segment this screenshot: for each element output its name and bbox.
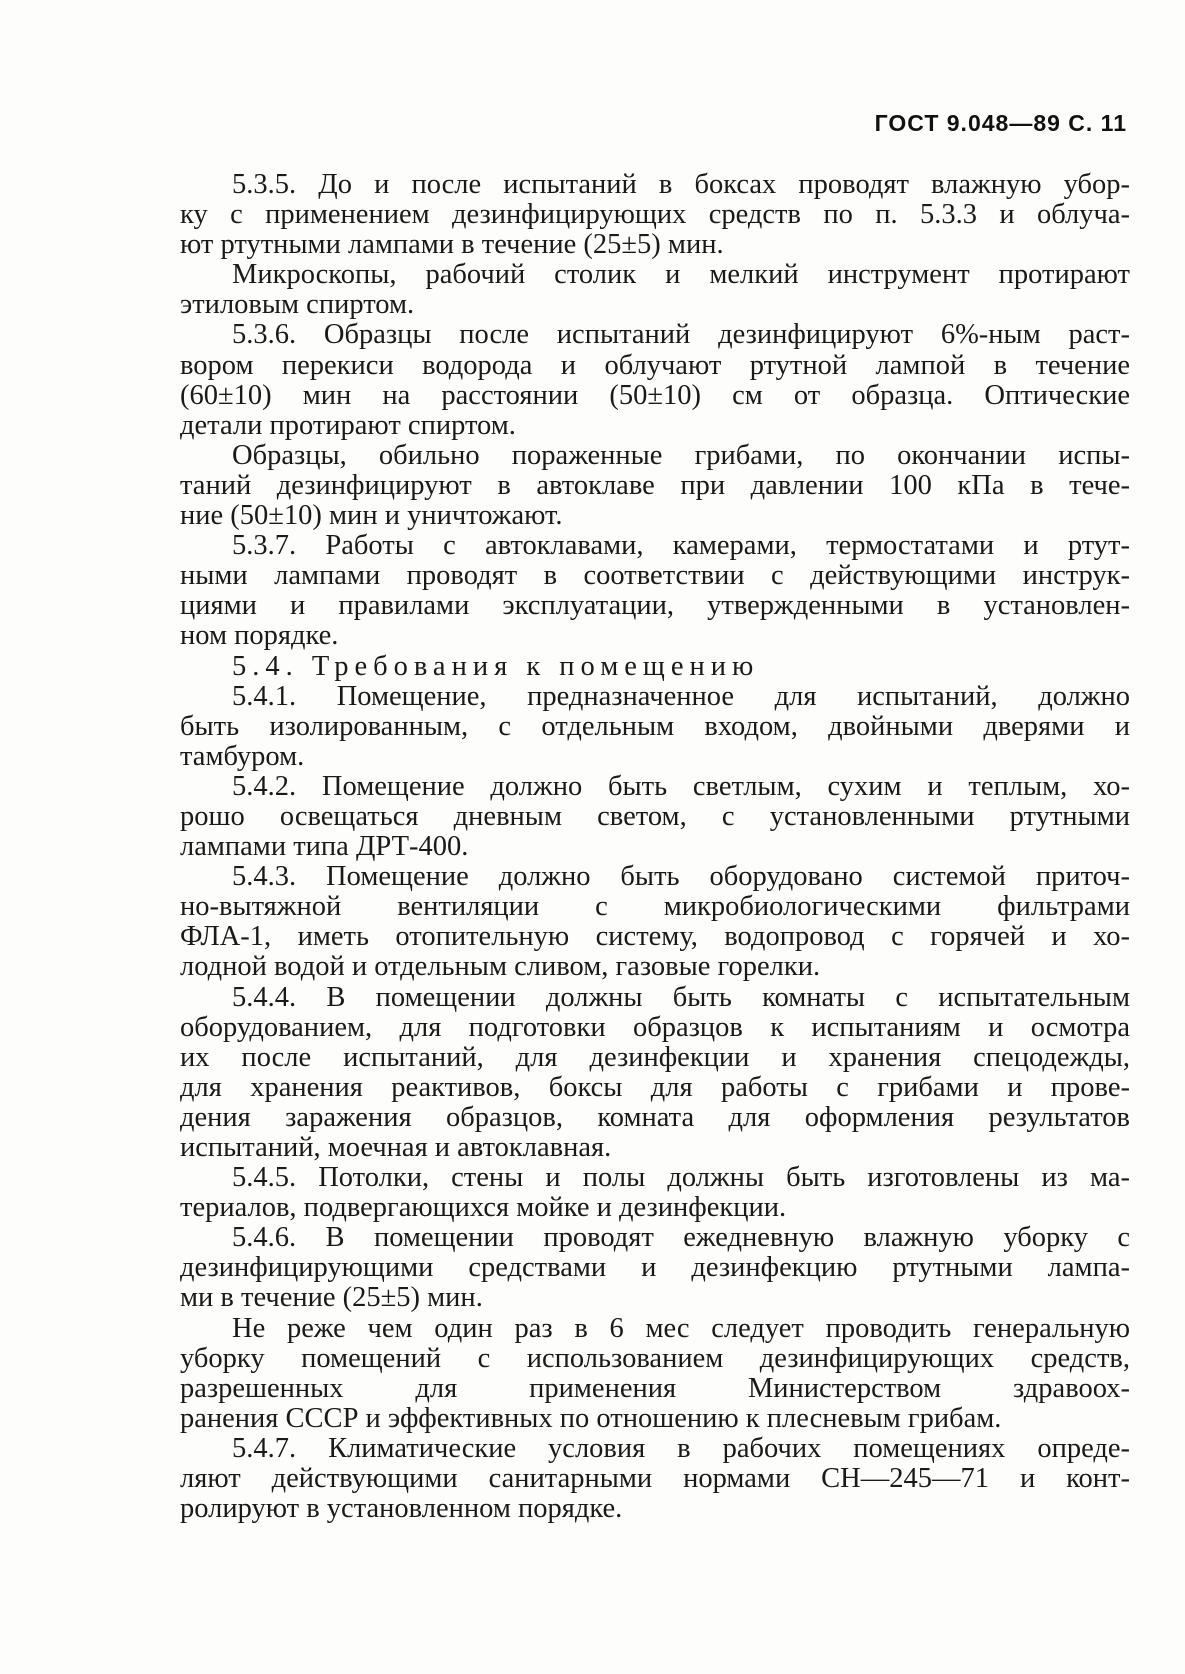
text-line: 5.4.3. Помещение должно быть оборудовано системой приточ- bbox=[232, 862, 1130, 893]
text-line: 5.3.7. Работы с автоклавами, камерами, термостатами и ртут- bbox=[232, 531, 1130, 562]
text-line: ляют действующими санитарными нормами СН—245—71 и конт- bbox=[180, 1464, 1130, 1495]
text-line: циями и правилами эксплуатации, утвержденными в установлен- bbox=[180, 591, 1130, 622]
paragraph-p-54 bbox=[180, 652, 1130, 682]
text-line: 5.3.6. Образцы после испытаний дезинфицируют 6%-ным раст- bbox=[232, 320, 1130, 351]
text-line: 5.3.5. До и после испытаний в боксах проводят влажную убор- bbox=[232, 170, 1130, 200]
text-line: лодной водой и отдельным сливом, газовые горелки. bbox=[180, 952, 821, 983]
paragraph-p-545 bbox=[180, 1163, 1130, 1223]
paragraph-p-537 bbox=[180, 531, 1130, 651]
text-line: дения заражения образцов, комната для оформления результатов bbox=[180, 1102, 1130, 1133]
text-line: 5.4.7. Климатические условия в рабочих помещениях опреде- bbox=[232, 1433, 1130, 1464]
text-line: дезинфицирующими средствами и дезинфекцию ртутными лампа- bbox=[180, 1253, 1130, 1284]
paragraph-p-544 bbox=[180, 983, 1130, 1164]
text-line: 5.4.1. Помещение, предназначенное для испытаний, должно bbox=[232, 681, 1130, 712]
document-body bbox=[180, 170, 1130, 1524]
text-line: уборку помещений с использованием дезинфицирующих средств, bbox=[180, 1343, 1130, 1374]
text-line: испытаний, моечная и автоклавная. bbox=[180, 1133, 612, 1163]
text-line: ку с применением дезинфицирующих средств по п. 5.3.3 и облуча- bbox=[180, 200, 1130, 231]
text-line: Микроскопы, рабочий столик и мелкий инструмент протирают bbox=[232, 260, 1130, 291]
text-line: 5.4.2. Помещение должно быть светлым, сухим и теплым, хо- bbox=[232, 771, 1130, 802]
text-line: разрешенных для применения Министерством здравоох- bbox=[180, 1373, 1130, 1404]
paragraph-p-535 bbox=[180, 170, 1130, 260]
text-line: вором перекиси водорода и облучают ртутной лампой в течение bbox=[180, 350, 1130, 381]
text-line: лампами типа ДРТ-400. bbox=[180, 832, 469, 863]
text-line: 5.4.6. В помещении проводят ежедневную влажную уборку с bbox=[232, 1223, 1130, 1254]
text-line: но-вытяжной вентиляции с микробиологическими фильтрами bbox=[180, 892, 1130, 923]
paragraph-p-543 bbox=[180, 862, 1130, 982]
text-line: их после испытаний, для дезинфекции и хранения спецодежды, bbox=[180, 1042, 1130, 1073]
text-line: 5.4.4. В помещении должны быть комнаты с испытательным bbox=[232, 982, 1130, 1013]
text-line: этиловым спиртом. bbox=[180, 290, 415, 321]
text-line: Образцы, обильно пораженные грибами, по окончании испы- bbox=[232, 440, 1130, 471]
paragraph-p-546 bbox=[180, 1223, 1130, 1313]
text-line: для хранения реактивов, боксы для работы с грибами и прове- bbox=[180, 1072, 1130, 1103]
paragraph-p-535b bbox=[180, 260, 1130, 320]
text-line: териалов, подвергающихся мойке и дезинфекции. bbox=[180, 1193, 787, 1224]
paragraph-p-536 bbox=[180, 320, 1130, 440]
text-line: ми в течение (25±5) мин. bbox=[180, 1283, 483, 1314]
text-line: таний дезинфицируют в автоклаве при давлении 100 кПа в тече- bbox=[180, 470, 1130, 501]
text-line: рошо освещаться дневным светом, с установленными ртутными bbox=[180, 801, 1130, 832]
paragraph-p-547 bbox=[180, 1434, 1130, 1524]
text-line: детали протирают спиртом. bbox=[180, 410, 516, 441]
text-line: ние (50±10) мин и уничтожают. bbox=[180, 501, 563, 532]
paragraph-p-542 bbox=[180, 772, 1130, 862]
page-header: ГОСТ 9.048—89 С. 11 bbox=[874, 110, 1127, 136]
text-line: ролируют в установленном порядке. bbox=[180, 1494, 623, 1525]
text-line: Не реже чем один раз в 6 мес следует проводить генеральную bbox=[232, 1313, 1130, 1344]
text-line: ными лампами проводят в соответствии с действующими инструк- bbox=[180, 561, 1130, 592]
text-line: быть изолированным, с отдельным входом, двойными дверями и bbox=[180, 711, 1130, 742]
section-heading: 5.4. Требования к помещению bbox=[232, 651, 760, 682]
text-line: ФЛА-1, иметь отопительную систему, водопровод с горячей и хо- bbox=[180, 922, 1130, 953]
text-line: ют ртутными лампами в течение (25±5) мин. bbox=[180, 230, 724, 261]
paragraph-p-546b bbox=[180, 1314, 1130, 1434]
text-line: ранения СССР и эффективных по отношению к плесневым грибам. bbox=[180, 1403, 1002, 1434]
text-line: оборудованием, для подготовки образцов к испытаниям и осмотра bbox=[180, 1012, 1130, 1043]
text-line: (60±10) мин на расстоянии (50±10) см от образца. Оптические bbox=[180, 380, 1130, 411]
paragraph-p-536b bbox=[180, 441, 1130, 531]
text-line: тамбуром. bbox=[180, 741, 305, 772]
paragraph-p-541 bbox=[180, 682, 1130, 772]
text-line: ном порядке. bbox=[180, 621, 339, 652]
text-line: 5.4.5. Потолки, стены и полы должны быть изготовлены из ма- bbox=[232, 1163, 1130, 1194]
